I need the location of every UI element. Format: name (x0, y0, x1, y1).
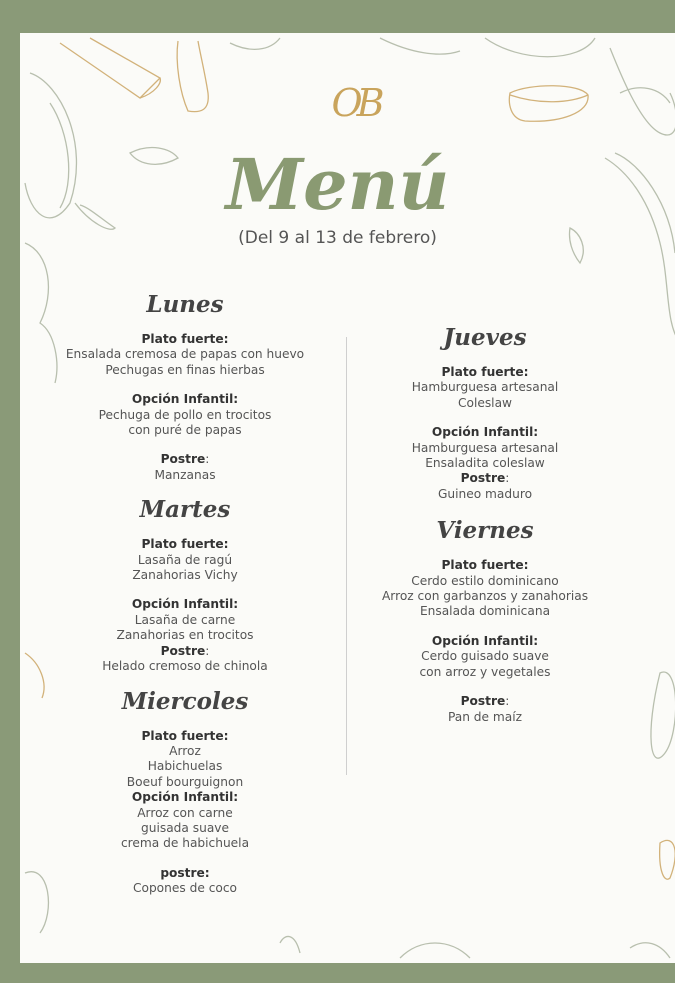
main-dish-item: Coleslaw (457, 395, 513, 410)
day-heading-martes: Martes (139, 496, 231, 524)
main-dish-item: Ensalada cremosa de papas con huevo (65, 347, 305, 362)
dessert-item: Manzanas (154, 467, 216, 482)
kids-option-label: Opción Infantil: (131, 392, 239, 407)
dessert-item: Guineo maduro (437, 486, 533, 501)
kids-option-item: Arroz con carne (137, 805, 233, 820)
kids-option-label: Opción Infantil: (131, 790, 239, 805)
main-dish-item: Arroz (169, 743, 201, 758)
day-heading-miercoles: Miercoles (121, 687, 249, 715)
dessert-item: Copones de coco (132, 881, 238, 896)
kids-option-item: guisada suave (141, 820, 229, 835)
kids-option-item: Pechuga de pollo en trocitos (98, 407, 272, 422)
left-column: Lunes Plato fuerte: Ensalada cremosa de papas con huevo Pechugas en finas hierbas Opción Infantil: Pechuga de pollo en trocitos con puré de papas Postre: Manzanas Martes Plato fuerte: Lasaña de ragú Zanahorias Vichy Opción Infantil: Lasaña de carne Zanahorias en trocitos Postre: Helado cremoso de chinola Miercoles Plato fuerte: Arroz Habichuelas Boeuf bourguignon Opción Infantil: Arroz con carne guisada suave crema de habichuela postre: Copones de coco (20, 288, 370, 897)
dessert-item: Helado cremoso de chinola (102, 659, 268, 674)
logo-monogram: OB (331, 81, 379, 125)
dessert-label: Postre (460, 694, 506, 709)
dessert-label: Postre (160, 643, 206, 658)
main-dish-label: Plato fuerte: (441, 365, 529, 379)
main-dish-label: Plato fuerte: (441, 558, 529, 573)
main-dish-label: Plato fuerte: (141, 332, 229, 346)
dessert-label: Postre (460, 471, 506, 486)
main-dish-item: Arroz con garbanzos y zanahorias (381, 589, 589, 604)
dessert-label: postre: (160, 865, 210, 880)
menu-sheet (20, 33, 675, 963)
main-dish-label: Plato fuerte: (141, 537, 229, 552)
main-dish-label: Plato fuerte: (141, 728, 229, 743)
day-heading-viernes: Viernes (436, 517, 534, 545)
main-dish-item: Habichuelas (147, 759, 223, 774)
day-heading-jueves: Jueves (443, 324, 527, 351)
page-title: Menú (225, 143, 450, 226)
main-dish-item: Ensalada dominicana (419, 604, 551, 619)
dessert-label: Postre (160, 452, 206, 467)
kids-option-label: Opción Infantil: (431, 633, 539, 648)
kids-option-item: Ensaladita coleslaw (425, 456, 545, 471)
kids-option-item: con puré de papas (128, 423, 242, 438)
dessert-item: Pan de maíz (447, 709, 523, 724)
main-dish-item: Cerdo estilo dominicano (411, 573, 559, 588)
date-range-subtitle: (Del 9 al 13 de febrero) (238, 228, 437, 248)
kids-option-label: Opción Infantil: (131, 597, 239, 612)
main-dish-item: Lasaña de ragú (137, 552, 233, 567)
main-dish-item: Zanahorias Vichy (132, 568, 238, 583)
kids-option-item: Hamburguesa artesanal (411, 440, 559, 455)
main-dish-item: Hamburguesa artesanal (411, 380, 559, 395)
main-dish-item: Pechugas en finas hierbas (105, 362, 265, 377)
kids-option-item: crema de habichuela (120, 836, 250, 851)
main-dish-item: Boeuf bourguignon (126, 774, 244, 789)
right-column: Jueves Plato fuerte: Hamburguesa artesanal Coleslaw Opción Infantil: Hamburguesa artesanal Ensaladita coleslaw Postre: Guineo maduro Viernes Plato fuerte: Cerdo estilo dominicano Arroz con garbanzos y zanahorias Ensalada dominicana Opción Infantil: Cerdo guisado suave con arroz y vegetales Postre: Pan de maíz (310, 321, 660, 725)
kids-option-item: Cerdo guisado suave (421, 649, 549, 664)
kids-option-label: Opción Infantil: (431, 425, 539, 440)
day-heading-lunes: Lunes (146, 291, 224, 318)
kids-option-item: Lasaña de carne (134, 612, 236, 627)
kids-option-item: con arroz y vegetales (419, 664, 551, 679)
kids-option-item: Zanahorias en trocitos (116, 628, 254, 643)
